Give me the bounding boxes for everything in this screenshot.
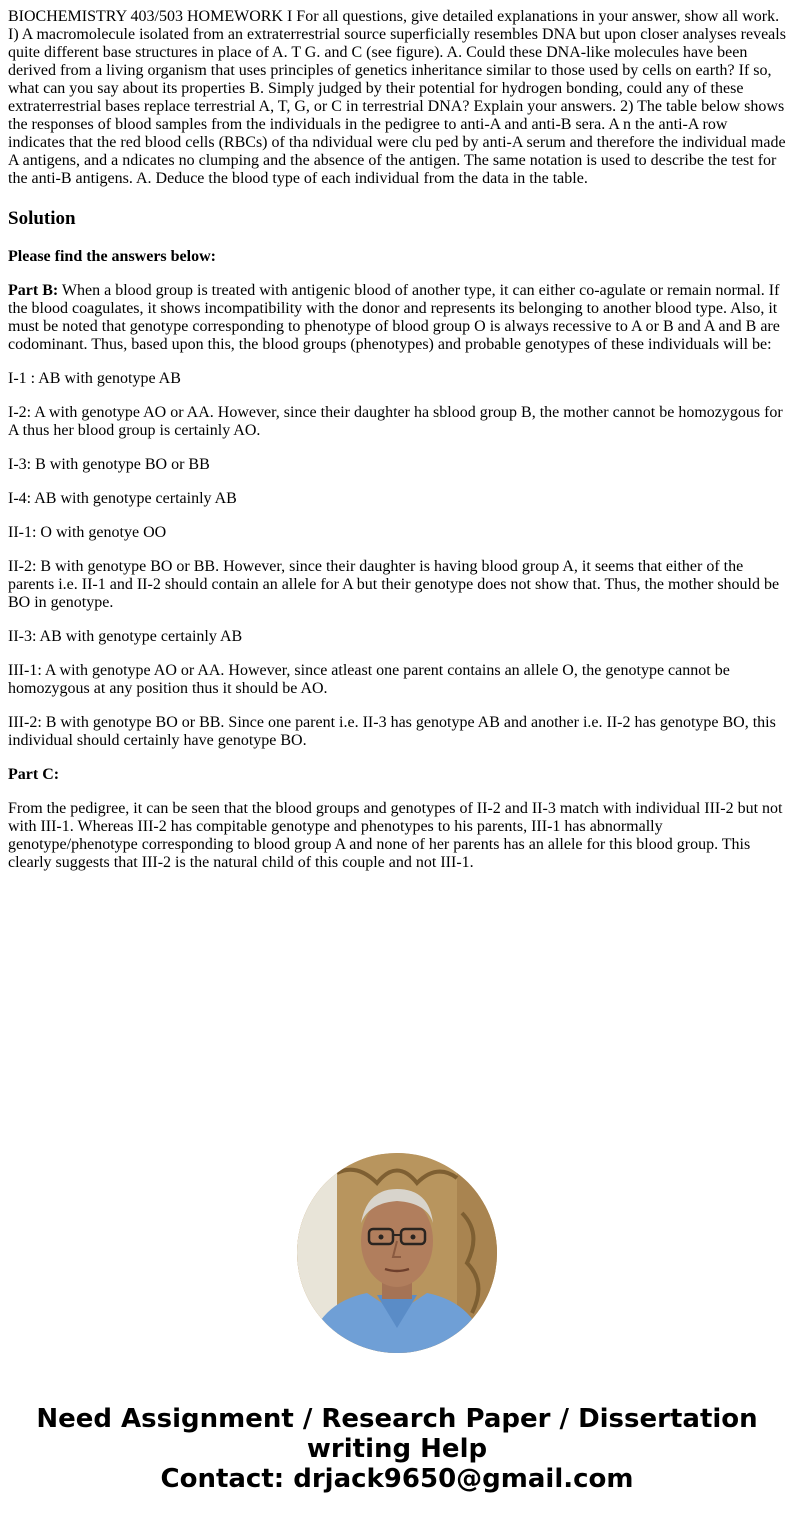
promo-line-2: writing Help — [306, 1434, 488, 1464]
author-avatar — [297, 1153, 497, 1353]
part-c-text: From the pedigree, it can be seen that the blood groups and genotypes of II-2 and II-3 match with individual III-2 but not with III-1. Whereas III-2 has compitable genotype and phenotypes to his parents, III-1 has abnormally genotype/phenotype corresponding to blood group A and none of her parents has an allele for this blood group. This clearly suggests that III-2 is the natural child of this couple and not III-1. — [8, 800, 783, 871]
individual-ii-2: II-2: B with genotype BO or BB. However, since their daughter is having blood group A, it seems that either of the parents i.e. II-1 and II-2 should contain an allele for A but their genotype does not show that. Thus, the mother should be BO in genotype. — [8, 558, 780, 611]
part-c-label: Part C: — [8, 766, 60, 783]
individual-i-1: I-1 : AB with genotype AB — [8, 370, 181, 387]
solution-heading: Solution — [8, 208, 76, 229]
individual-i-3: I-3: B with genotype BO or BB — [8, 456, 210, 473]
promo-banner — [0, 1404, 794, 1494]
individual-iii-2: III-2: B with genotype BO or BB. Since one parent i.e. II-3 has genotype AB and another i.e. II-2 has genotype BO, this individual should certainly have genotype BO. — [8, 714, 776, 749]
individual-ii-1: II-1: O with genotye OO — [8, 524, 167, 541]
individual-ii-3: II-3: AB with genotype certainly AB — [8, 628, 243, 645]
part-b-text: When a blood group is treated with antigenic blood of another type, it can either co-agulate or remain normal. If the blood coagulates, it shows incompatibility with the donor and represents its belonging to another blood type. Also, it must be noted that genotype corresponding to phenotype of blood group O is always recessive to A or B and A and B are codominant. Thus, based upon this, the blood groups (phenotypes) and probable genotypes of these individuals will be: — [8, 282, 780, 353]
part-b-label: Part B: — [8, 282, 59, 299]
individual-i-2: I-2: A with genotype AO or AA. However, since their daughter ha sblood group B, the mother cannot be homozygous for A thus her blood group is certainly AO. — [8, 404, 783, 439]
part-b-paragraph — [8, 282, 786, 354]
avatar-portrait — [297, 1153, 497, 1353]
individual-i-4: I-4: AB with genotype certainly AB — [8, 490, 237, 507]
promo-line-1: Need Assignment / Research Paper / Dissertation — [36, 1404, 758, 1434]
question-text: BIOCHEMISTRY 403/503 HOMEWORK I For all questions, give detailed explanations in your answer, show all work. I) A macromolecule isolated from an extraterrestrial source superficially resembles DNA but upon closer analyses reveals quite different base structures in place of A. T G. and C (see figure). A. Could these DNA-like molecules have been derived from a living organism that uses principles of genetics inheritance similar to those used by cells on earth? If so, what can you say about its properties B. Simply judged by their potential for hydrogen bonding, could any of these extraterrestrial bases replace terrestrial A, T, G, or C in terrestrial DNA? Explain your answers. 2) The table below shows the responses of blood samples from the individuals in the pedigree to anti-A and anti-B sera. A n the anti-A row indicates that the red blood cells (RBCs) of tha ndividual were clu ped by anti-A serum and therefore the individual made A antigens, and a ndicates no clumping and the absence of the antigen. The same notation is used to describe the test for the anti-B antigens. A. Deduce the blood type of each individual from the data in the table. — [8, 8, 786, 187]
promo-contact: Contact: drjack9650@gmail.com — [160, 1464, 634, 1494]
answers-intro: Please find the answers below: — [8, 248, 216, 265]
individual-iii-1: III-1: A with genotype AO or AA. However, since atleast one parent contains an allele O, the genotype cannot be homozygous at any position thus it should be AO. — [8, 662, 730, 697]
